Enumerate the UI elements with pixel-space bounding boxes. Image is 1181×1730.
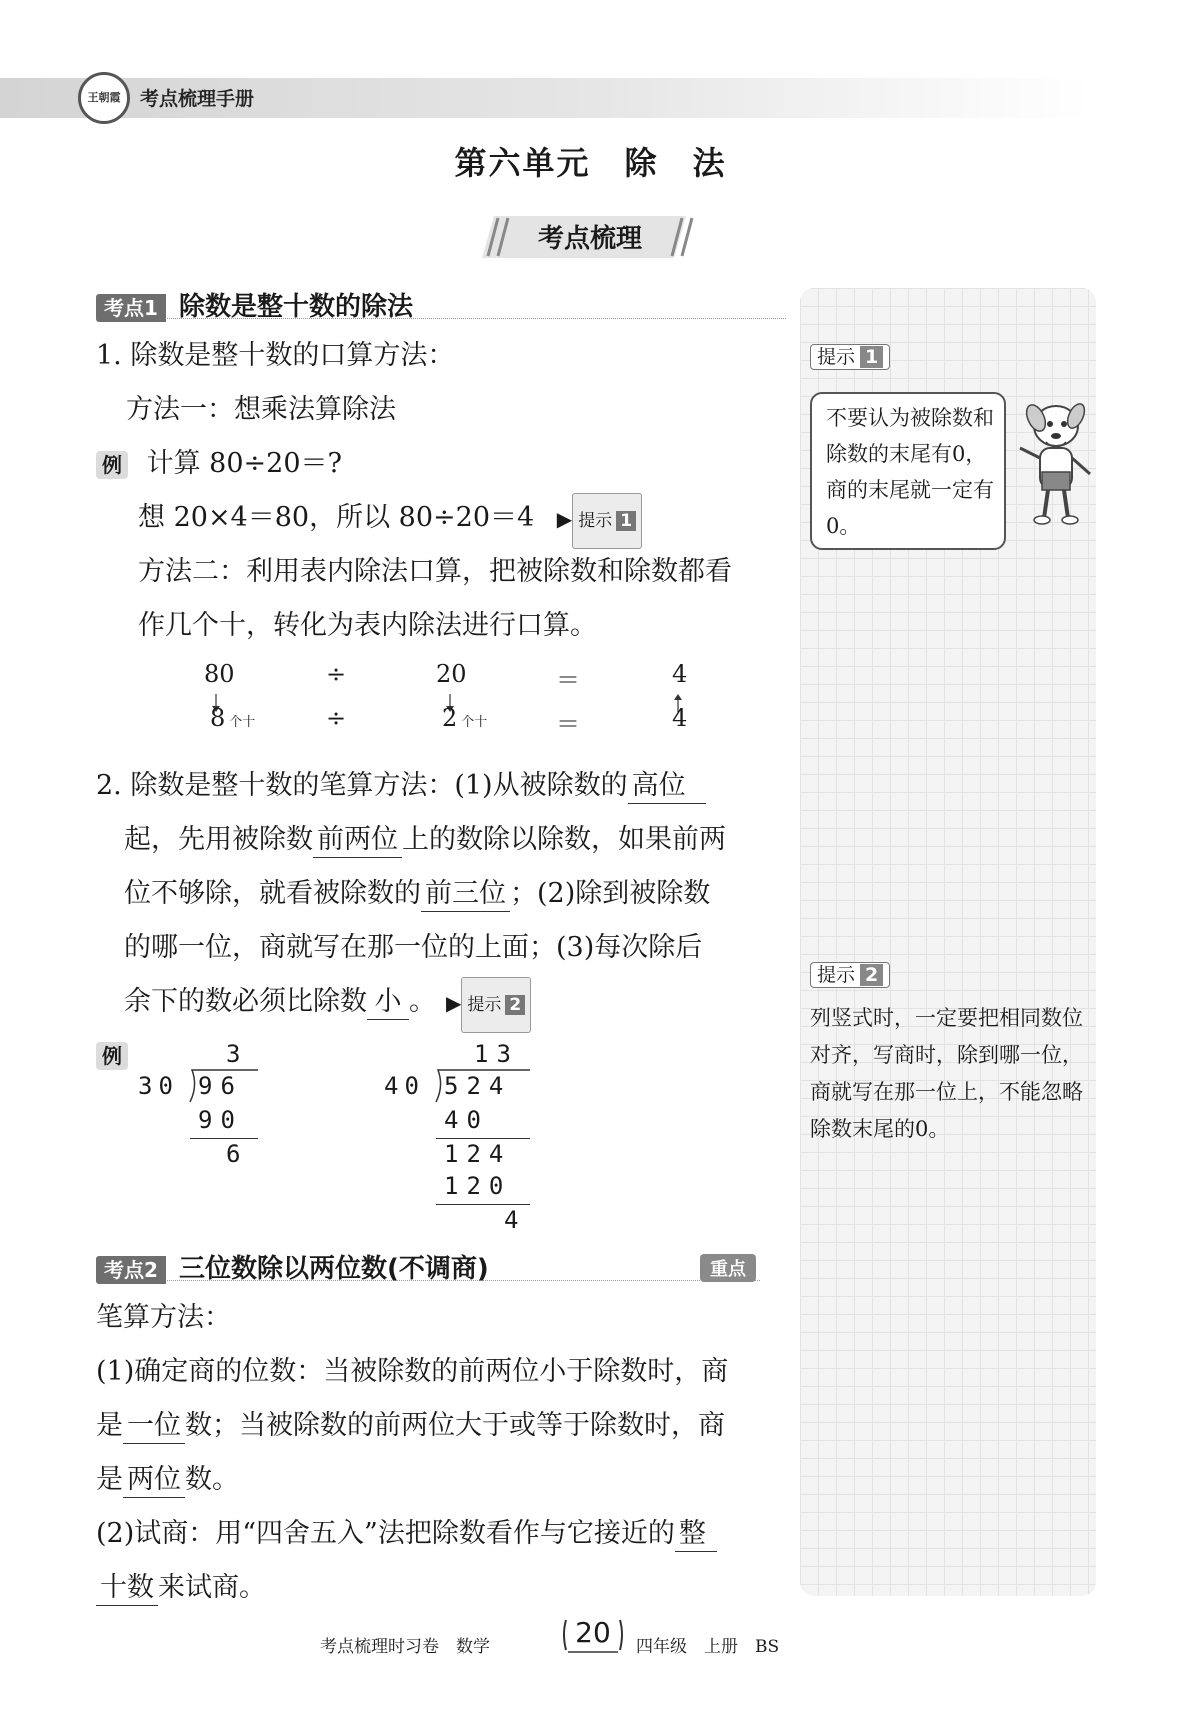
blank-yiwei: 一位 — [123, 1409, 185, 1444]
p2-l3-text-b: ；(2)除到被除数 — [510, 878, 711, 909]
kd2-tag: 考点2 — [96, 1256, 166, 1284]
example-label: 例 — [96, 451, 128, 479]
diagram-bottom-2-val: 2 — [442, 704, 458, 732]
p2-l5-text-a: 余下的数必须比除数 — [124, 986, 367, 1017]
footer-right: 四年级 上册 BS — [636, 1637, 780, 1657]
cartoon-dog-icon — [1012, 396, 1094, 528]
kd1-method2-line1: 方法二：利用表内除法口算，把被除数和除数都看 — [138, 556, 732, 587]
diagram-unit-2: 个十 — [461, 715, 488, 730]
kd2-l4 — [96, 1454, 239, 1506]
div2-rem: 4 — [504, 1206, 519, 1234]
blank-shishu: 十数 — [96, 1571, 158, 1606]
tip-ref-1-label: 提示 — [578, 511, 613, 531]
kd1-heading — [96, 286, 413, 323]
div1-dividend: 96 — [198, 1072, 243, 1100]
blank-liangwei: 两位 — [123, 1463, 185, 1498]
div2-rule2 — [436, 1204, 530, 1205]
play-arrow-icon: ▶ — [556, 507, 573, 531]
key-point-badge: 重点 — [700, 1254, 756, 1282]
kd2-title: 三位数除以两位数(不调商) — [179, 1254, 489, 1284]
diagram-top-div: ÷ — [326, 660, 347, 688]
tip2-label: 提示 — [817, 964, 856, 986]
diagram-top-80: 80 — [204, 660, 235, 688]
div1-rule — [190, 1138, 258, 1139]
diagram-bottom-2 — [442, 704, 487, 732]
kd1-p1 — [96, 330, 454, 382]
div2-sub1: 40 — [444, 1106, 489, 1134]
p2-l1-text: 2. 除数是整十数的笔算方法：(1)从被除数的 — [96, 770, 628, 801]
tip-ref-1-num: 1 — [616, 511, 636, 531]
play-arrow-icon: ▶ — [446, 991, 462, 1015]
diagram-bottom-eq: ＝ — [556, 710, 580, 738]
diagram-top-4: 4 — [672, 660, 688, 688]
tip1-num: 1 — [860, 346, 883, 368]
div2-quotient: 13 — [474, 1040, 519, 1068]
kd1-p2-line2 — [124, 814, 726, 866]
blank-gaowei: 高位 — [628, 769, 706, 804]
kd1-p2-line4: 的哪一位，商就写在那一位的上面；(3)每次除后 — [124, 932, 703, 963]
tip-ref-2[interactable] — [461, 977, 531, 1033]
diagram-bottom-8 — [210, 704, 255, 732]
tip-ref-1[interactable] — [572, 493, 642, 549]
div1-quotient: 3 — [226, 1040, 241, 1068]
sidebar-tip1-badge — [810, 342, 890, 369]
kd1-p1-text: 1. 除数是整十数的口算方法： — [96, 340, 455, 371]
p2-l2-text-a: 起，先用被除数 — [124, 824, 313, 855]
div1-sub: 90 — [198, 1106, 243, 1134]
unit-title: 第六单元 除 法 — [454, 144, 727, 182]
kd1-method2-line2: 作几个十，转化为表内除法进行口算。 — [138, 610, 597, 641]
kd2-l4-b: 数。 — [185, 1464, 239, 1495]
div2-sub2: 120 — [444, 1172, 512, 1200]
page-number: 20 — [575, 1616, 611, 1649]
tip1-label: 提示 — [817, 346, 856, 368]
kd1-example — [96, 438, 342, 491]
p2-l2-text-b: 上的数除以除数，如果前两 — [402, 824, 726, 855]
tip-ref-2-label: 提示 — [467, 995, 502, 1015]
kd1-p2-line3 — [124, 868, 710, 920]
div1-divisor: 30 — [138, 1072, 179, 1100]
p2-l5-text-b: 。 — [409, 986, 436, 1017]
blank-qianliangwei: 前两位 — [313, 823, 402, 858]
div2-rule1 — [436, 1138, 530, 1139]
div1-rem: 6 — [226, 1140, 241, 1168]
sidebar-tip2-badge — [810, 960, 890, 987]
example-answer: 想 20×4＝80，所以 80÷20＝4 — [138, 502, 535, 533]
example-question: 计算 80÷20＝? — [146, 448, 342, 479]
example2-label: 例 — [96, 1042, 128, 1070]
blank-xiao: 小 — [367, 985, 409, 1020]
publisher-logo — [78, 72, 130, 124]
kd2-l6-b: 来试商。 — [158, 1572, 266, 1603]
kd2-l3-a: 是 — [96, 1410, 123, 1441]
kd2-l4-a: 是 — [96, 1464, 123, 1495]
kd2-l5 — [96, 1508, 717, 1560]
kd1-method1: 方法一：想乘法算除法 — [126, 394, 396, 425]
kd2-l3 — [96, 1400, 725, 1452]
kd2-heading — [96, 1248, 489, 1285]
diagram-bottom-div: ÷ — [326, 704, 347, 732]
p2-l3-text-a: 位不够除，就看被除数的 — [124, 878, 421, 909]
diagram-bottom-8-val: 8 — [210, 704, 226, 732]
kd2-l5-a: (2)试商：用“四舍五入”法把除数看作与它接近的 — [96, 1518, 675, 1549]
kd1-tag: 考点1 — [96, 294, 166, 322]
tip2-text: 列竖式时，一定要把相同数位对齐，写商时，除到哪一位，商就写在那一位上，不能忽略除数末尾的0。 — [810, 1006, 1083, 1141]
kd2-l3-b: 数；当被除数的前两位大于或等于除数时，商 — [185, 1410, 725, 1441]
footer-left: 考点梳理时习卷 数学 — [320, 1637, 490, 1657]
tip2-num: 2 — [860, 964, 883, 986]
div2-divisor: 40 — [384, 1072, 425, 1100]
example2 — [96, 1040, 128, 1069]
kd2-l1: 笔算方法： — [96, 1302, 231, 1333]
section-banner: 考点梳理 — [537, 224, 642, 254]
diagram-unit-1: 个十 — [229, 715, 256, 730]
diagram-top-20: 20 — [436, 660, 467, 688]
diagram-top-eq: ＝ — [556, 666, 580, 694]
blank-qiansanwei: 前三位 — [421, 877, 510, 912]
kd2-l2: (1)确定商的位数：当被除数的前两位小于除数时，商 — [96, 1356, 729, 1387]
tip1-text: 不要认为被除数和除数的末尾有0，商的末尾就一定有0。 — [826, 406, 994, 538]
diagram-bottom-4: 4 — [672, 704, 688, 732]
div2-dividend: 524 — [444, 1072, 512, 1100]
blank-zheng: 整 — [675, 1517, 717, 1552]
kd2-l6 — [96, 1562, 266, 1614]
logo-text: 王朝霞 — [87, 91, 121, 104]
kd1-title: 除数是整十数的除法 — [179, 292, 414, 322]
kd1-p2-line1 — [96, 760, 706, 812]
kd1-example-answer — [138, 492, 642, 549]
kd1-p2-line5 — [124, 976, 531, 1033]
tip-ref-2-num: 2 — [505, 995, 525, 1015]
div2-step: 124 — [444, 1140, 512, 1168]
book-title: 考点梳理手册 — [140, 88, 255, 110]
